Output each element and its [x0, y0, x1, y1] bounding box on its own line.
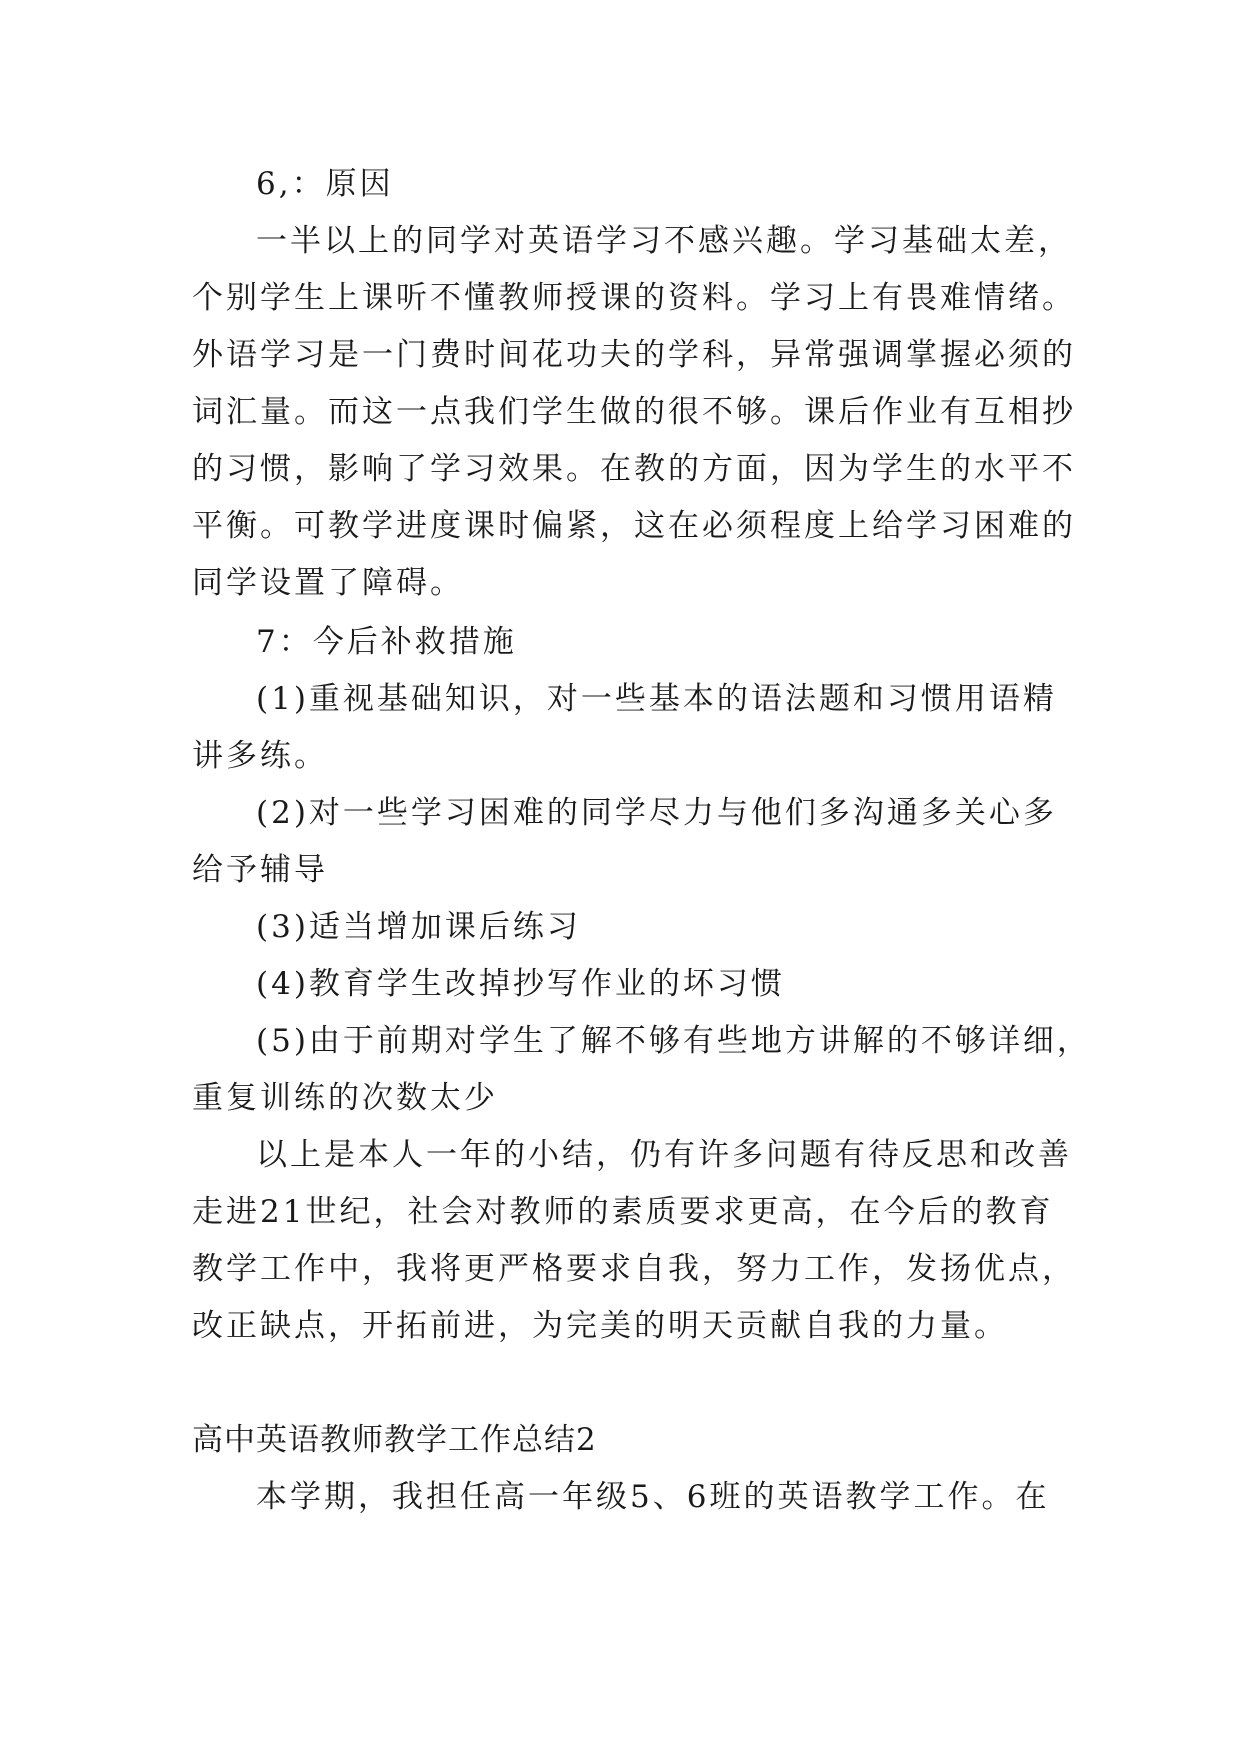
- paragraph-line: 平衡。可教学进度课时偏紧，这在必须程度上给学习困难的: [192, 508, 1076, 544]
- list-item-2-continued: 给予辅导: [192, 852, 328, 888]
- list-item-2: (2)对一些学习困难的同学尽力与他们多沟通多关心多: [256, 795, 1057, 831]
- paragraph-line: 个别学生上课听不懂教师授课的资料。学习上有畏难情绪。: [192, 280, 1076, 316]
- paragraph-line: 同学设置了障碍。: [192, 565, 464, 601]
- section-7-heading: 7：今后补救措施: [256, 624, 517, 660]
- paragraph-line: 一半以上的同学对英语学习不感兴趣。学习基础太差，: [256, 223, 1072, 259]
- list-item-1-continued: 讲多练。: [192, 738, 328, 774]
- list-item-1: (1)重视基础知识，对一些基本的语法题和习惯用语精: [256, 681, 1057, 717]
- paragraph-line: 本学期，我担任高一年级5、6班的英语教学工作。在: [256, 1479, 1050, 1515]
- paragraph-line: 教学工作中，我将更严格要求自我，努力工作，发扬优点，: [192, 1251, 1076, 1287]
- paragraph-line: 走进21世纪，社会对教师的素质要求更高，在今后的教育: [192, 1194, 1054, 1230]
- paragraph-line: 以上是本人一年的小结，仍有许多问题有待反思和改善: [256, 1137, 1072, 1173]
- list-item-4: (4)教育学生改掉抄写作业的坏习惯: [256, 966, 785, 1002]
- section-title: 高中英语教师教学工作总结2: [192, 1422, 597, 1458]
- paragraph-line: 改正缺点，开拓前进，为完美的明天贡献自我的力量。: [192, 1308, 1008, 1344]
- list-item-3: (3)适当增加课后练习: [256, 909, 581, 945]
- section-6-heading: 6,：原因: [256, 166, 394, 202]
- paragraph-line: 外语学习是一门费时间花功夫的学科，异常强调掌握必须的: [192, 337, 1076, 373]
- list-item-5-continued: 重复训练的次数太少: [192, 1080, 498, 1116]
- list-item-5: (5)由于前期对学生了解不够有些地方讲解的不够详细，: [256, 1023, 1091, 1059]
- paragraph-line: 的习惯，影响了学习效果。在教的方面，因为学生的水平不: [192, 451, 1076, 487]
- paragraph-line: 词汇量。而这一点我们学生做的很不够。课后作业有互相抄: [192, 394, 1076, 430]
